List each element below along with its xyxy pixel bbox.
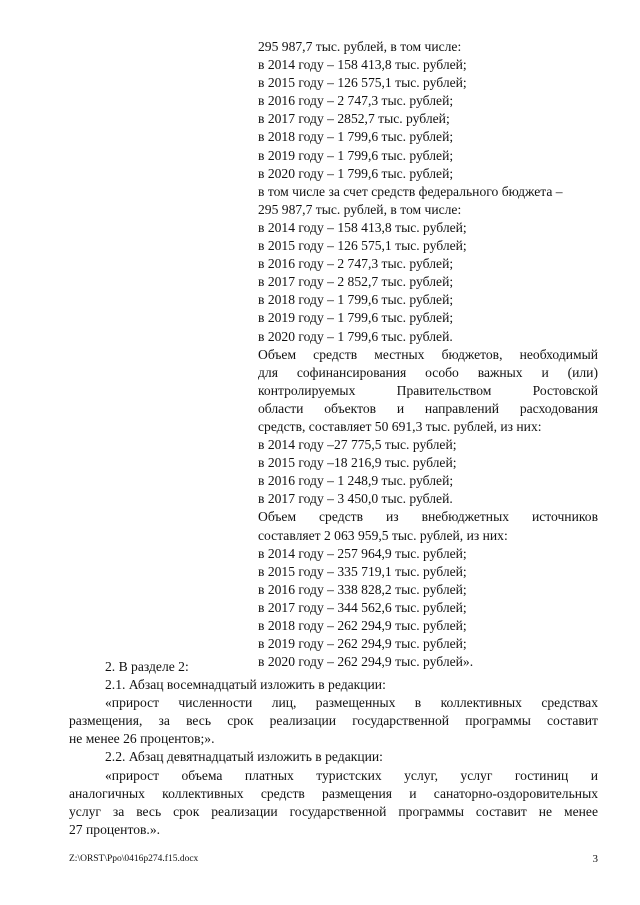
column-line: в 2016 году – 2 747,3 тыс. рублей; xyxy=(258,93,454,109)
local-budget-line: контролируемых Правительством Ростовской xyxy=(258,382,598,398)
section-2-body xyxy=(69,658,598,839)
column-line: в 2015 году – 126 575,1 тыс. рублей; xyxy=(258,75,467,91)
item-2-1-text: «прирост численности лиц, размещенных в коллективных средствах xyxy=(105,695,598,711)
local-budget-line: для софинансирования особо важных и (или) xyxy=(258,364,598,380)
section-heading: 2. В разделе 2: xyxy=(105,659,189,674)
local-budget-line: области объектов и направлений расходования xyxy=(258,400,598,416)
column-line: в 2018 году – 1 799,6 тыс. рублей; xyxy=(258,129,454,145)
column-line: в 2020 году – 1 799,6 тыс. рублей. xyxy=(258,328,453,344)
local-year-line: в 2017 году – 3 450,0 тыс. рублей. xyxy=(258,491,453,507)
item-2-2-title: 2.2. Абзац девятнадцатый изложить в редакции: xyxy=(105,749,383,765)
column-line: в 2019 году – 1 799,6 тыс. рублей; xyxy=(258,147,454,163)
local-budget-line: средств, составляет 50 691,3 тыс. рублей, из них: xyxy=(258,418,542,434)
column-line: в 2014 году – 158 413,8 тыс. рублей; xyxy=(258,219,467,235)
page-number: 3 xyxy=(592,853,598,865)
extra-year-line: в 2017 году – 344 562,6 тыс. рублей; xyxy=(258,599,467,615)
item-2-2-text: аналогичных коллективных средств размещения и санаторно-оздоровительных xyxy=(69,785,598,801)
local-year-line: в 2015 году –18 216,9 тыс. рублей; xyxy=(258,455,457,471)
column-line: в том числе за счет средств федерального бюджета – xyxy=(258,183,563,199)
extra-year-line: в 2015 году – 335 719,1 тыс. рублей; xyxy=(258,563,467,579)
item-2-1-text: размещения, за весь срок реализации государственной программы составит xyxy=(69,713,598,729)
column-line: 295 987,7 тыс. рублей, в том числе: xyxy=(258,39,462,54)
column-line: в 2015 году – 126 575,1 тыс. рублей; xyxy=(258,238,467,254)
item-2-1-title: 2.1. Абзац восемнадцатый изложить в редакции: xyxy=(105,677,386,693)
local-budget-line: Объем средств местных бюджетов, необходимый xyxy=(258,346,598,362)
item-2-2-text: услуг за весь срок реализации государственной программы составит не менее xyxy=(69,803,598,819)
extra-year-line: в 2020 году – 262 294,9 тыс. рублей». xyxy=(258,654,474,670)
item-2-2-text: 27 процентов.». xyxy=(69,821,161,837)
item-2-2-text: «прирост объема платных туристских услуг, услуг гостиниц и xyxy=(105,767,598,783)
local-year-line: в 2014 году –27 775,5 тыс. рублей; xyxy=(258,437,457,453)
item-2-1-text: не менее 26 процентов;». xyxy=(69,731,215,747)
column-line: в 2016 году – 2 747,3 тыс. рублей; xyxy=(258,256,454,272)
file-path: Z:\ORST\Ppo\0416p274.f15.docx xyxy=(69,854,199,864)
extra-year-line: в 2014 году – 257 964,9 тыс. рублей; xyxy=(258,545,467,561)
extra-year-line: в 2018 году – 262 294,9 тыс. рублей; xyxy=(258,618,467,633)
column-line: в 2018 году – 1 799,6 тыс. рублей; xyxy=(258,292,454,308)
extra-budget-line: составляет 2 063 959,5 тыс. рублей, из них: xyxy=(258,527,508,543)
funding-column xyxy=(258,38,598,671)
column-line: в 2017 году – 2852,7 тыс. рублей; xyxy=(258,111,450,127)
extra-year-line: в 2019 году – 262 294,9 тыс. рублей; xyxy=(258,636,467,652)
column-line: в 2019 году – 1 799,6 тыс. рублей; xyxy=(258,310,454,326)
extra-year-line: в 2016 году – 338 828,2 тыс. рублей; xyxy=(258,581,467,597)
column-line: 295 987,7 тыс. рублей, в том числе: xyxy=(258,201,462,217)
column-line: в 2014 году – 158 413,8 тыс. рублей; xyxy=(258,57,467,73)
local-year-line: в 2016 году – 1 248,9 тыс. рублей; xyxy=(258,473,454,489)
column-line: в 2017 году – 2 852,7 тыс. рублей; xyxy=(258,274,454,290)
column-line: в 2020 году – 1 799,6 тыс. рублей; xyxy=(258,165,454,181)
extra-budget-line: Объем средств из внебюджетных источников xyxy=(258,509,598,525)
